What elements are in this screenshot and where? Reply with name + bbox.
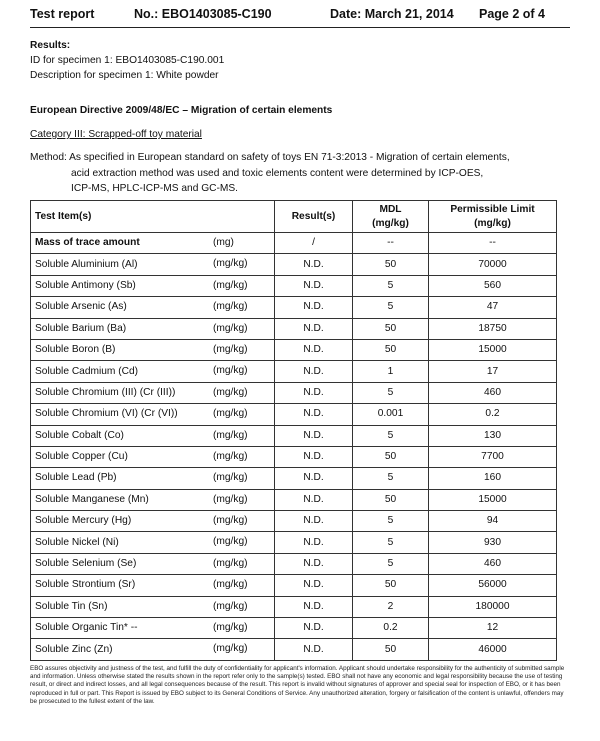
header-test-item: Test Item(s) xyxy=(31,201,275,233)
cell-limit: 46000 xyxy=(429,639,557,660)
header-limit xyxy=(429,201,557,233)
cell-mdl: 50 xyxy=(353,339,429,360)
cell-result: N.D. xyxy=(275,553,353,574)
cell-mdl: 0.2 xyxy=(353,618,429,639)
header-limit-unit: (mg/kg) xyxy=(474,217,511,229)
cell-limit: 47 xyxy=(429,297,557,318)
table-row xyxy=(31,575,557,596)
cell-limit: 17 xyxy=(429,361,557,382)
cell-result: N.D. xyxy=(275,275,353,296)
category-label: Category III: Scrapped-off toy material xyxy=(30,129,202,140)
test-item-name: Soluble Barium (Ba) xyxy=(35,322,127,334)
cell-limit: 12 xyxy=(429,618,557,639)
cell-limit: 70000 xyxy=(429,254,557,275)
test-item-name: Soluble Organic Tin* -- xyxy=(35,622,138,634)
cell-result: N.D. xyxy=(275,339,353,360)
specimen-id: ID for specimen 1: EBO1403085-C190.001 xyxy=(30,55,225,66)
cell-mdl: 50 xyxy=(353,318,429,339)
table-row xyxy=(31,233,557,254)
cell-result: / xyxy=(275,233,353,254)
test-item-name: Soluble Antimony (Sb) xyxy=(35,279,136,291)
cell-test-item xyxy=(31,446,275,467)
table-row xyxy=(31,511,557,532)
test-item-unit: (mg/kg) xyxy=(213,365,248,377)
cell-mdl: 5 xyxy=(353,553,429,574)
cell-limit: 460 xyxy=(429,553,557,574)
test-item-name: Soluble Chromium (VI) (Cr (VI)) xyxy=(35,408,178,420)
method-line-1: Method: As specified in European standard on safety of toys EN 71-3:2013 - Migration of certain elements, xyxy=(30,152,510,163)
test-item-unit: (mg/kg) xyxy=(213,643,248,655)
cell-test-item xyxy=(31,618,275,639)
test-item-name: Soluble Chromium (III) (Cr (III)) xyxy=(35,386,176,398)
cell-mdl: 5 xyxy=(353,511,429,532)
cell-mdl: 5 xyxy=(353,468,429,489)
test-item-name: Soluble Aluminium (Al) xyxy=(35,258,138,270)
test-item-unit: (mg) xyxy=(213,237,234,248)
test-item-unit: (mg/kg) xyxy=(213,343,248,355)
test-item-unit: (mg/kg) xyxy=(213,472,248,484)
test-item-name: Mass of trace amount xyxy=(35,237,140,249)
cell-mdl: 0.001 xyxy=(353,404,429,425)
test-item-unit: (mg/kg) xyxy=(213,579,248,591)
cell-limit: 94 xyxy=(429,511,557,532)
cell-test-item xyxy=(31,639,275,660)
cell-mdl: -- xyxy=(353,233,429,254)
cell-result: N.D. xyxy=(275,596,353,617)
cell-test-item xyxy=(31,382,275,403)
cell-limit: 130 xyxy=(429,425,557,446)
cell-result: N.D. xyxy=(275,639,353,660)
cell-result: N.D. xyxy=(275,254,353,275)
cell-limit: 160 xyxy=(429,468,557,489)
cell-test-item xyxy=(31,233,275,254)
cell-result: N.D. xyxy=(275,446,353,467)
header-mdl xyxy=(353,201,429,233)
header-result: Result(s) xyxy=(275,201,353,233)
table-row xyxy=(31,425,557,446)
cell-test-item xyxy=(31,318,275,339)
table-body xyxy=(31,233,557,661)
cell-limit: 930 xyxy=(429,532,557,553)
table-row xyxy=(31,404,557,425)
table-header-row xyxy=(31,201,557,233)
table-row xyxy=(31,297,557,318)
cell-mdl: 50 xyxy=(353,639,429,660)
cell-test-item xyxy=(31,404,275,425)
cell-result: N.D. xyxy=(275,575,353,596)
cell-mdl: 5 xyxy=(353,382,429,403)
specimen-description: Description for specimen 1: White powder xyxy=(30,70,219,81)
footer-disclaimer: EBO assures objectivity and justness of the test, and fulfill the duty of confidentiality for applicant's information. Applicant should undertake responsibility for the authenticity of submitted sample and information. Unless otherwise stated the results shown in the report refer only to the sample(s) tested. EBO shall not have any economic and legal responsibility because the use of testing result, or direct and indirect losses, and all legal consequences because of the result. This report is invalid without signatures of approver and special seal for inspection of EBO, or it has been reproduced in full or part. This Report is issued by EBO subject to its General Conditions of Service. Any unauthorized alteration, forgery or falsification of the content is unlawful, offenders may be prosecuted to the fullest extent of the law. xyxy=(30,665,565,705)
test-item-unit: (mg/kg) xyxy=(213,429,248,441)
cell-mdl: 50 xyxy=(353,254,429,275)
test-item-unit: (mg/kg) xyxy=(213,600,248,612)
test-item-name: Soluble Zinc (Zn) xyxy=(35,643,113,655)
test-item-unit: (mg/kg) xyxy=(213,622,248,634)
table-row xyxy=(31,489,557,510)
cell-test-item xyxy=(31,297,275,318)
header-mdl-unit: (mg/kg) xyxy=(372,217,409,229)
cell-result: N.D. xyxy=(275,468,353,489)
cell-test-item xyxy=(31,532,275,553)
cell-limit: 56000 xyxy=(429,575,557,596)
cell-mdl: 5 xyxy=(353,425,429,446)
report-number: No.: EBO1403085-C190 xyxy=(134,7,272,21)
cell-result: N.D. xyxy=(275,318,353,339)
cell-test-item xyxy=(31,553,275,574)
cell-result: N.D. xyxy=(275,511,353,532)
cell-limit: 460 xyxy=(429,382,557,403)
test-item-unit: (mg/kg) xyxy=(213,301,248,313)
test-item-name: Soluble Nickel (Ni) xyxy=(35,536,119,548)
cell-test-item xyxy=(31,468,275,489)
report-date: Date: March 21, 2014 xyxy=(330,7,454,21)
cell-test-item xyxy=(31,511,275,532)
test-item-name: Soluble Tin (Sn) xyxy=(35,600,108,612)
cell-limit: 15000 xyxy=(429,339,557,360)
test-item-unit: (mg/kg) xyxy=(213,536,248,548)
cell-result: N.D. xyxy=(275,361,353,382)
header-divider xyxy=(30,27,570,28)
test-item-name: Soluble Cadmium (Cd) xyxy=(35,365,139,377)
cell-result: N.D. xyxy=(275,425,353,446)
cell-test-item xyxy=(31,575,275,596)
test-item-unit: (mg/kg) xyxy=(213,279,248,291)
section-title: European Directive 2009/48/EC – Migration of certain elements xyxy=(30,105,333,116)
cell-test-item xyxy=(31,339,275,360)
cell-limit: 180000 xyxy=(429,596,557,617)
test-item-name: Soluble Strontium (Sr) xyxy=(35,579,136,591)
doc-type: Test report xyxy=(30,7,95,21)
table-row xyxy=(31,553,557,574)
cell-limit: 560 xyxy=(429,275,557,296)
cell-limit: 18750 xyxy=(429,318,557,339)
table-row xyxy=(31,532,557,553)
cell-mdl: 5 xyxy=(353,297,429,318)
test-item-unit: (mg/kg) xyxy=(213,386,248,398)
results-heading: Results: xyxy=(30,40,71,51)
cell-mdl: 50 xyxy=(353,489,429,510)
cell-result: N.D. xyxy=(275,382,353,403)
cell-mdl: 5 xyxy=(353,532,429,553)
cell-test-item xyxy=(31,489,275,510)
cell-mdl: 1 xyxy=(353,361,429,382)
cell-test-item xyxy=(31,596,275,617)
test-item-unit: (mg/kg) xyxy=(213,322,248,334)
table-row xyxy=(31,361,557,382)
test-item-name: Soluble Manganese (Mn) xyxy=(35,493,149,505)
test-item-name: Soluble Lead (Pb) xyxy=(35,472,117,484)
table-row xyxy=(31,639,557,660)
cell-result: N.D. xyxy=(275,489,353,510)
test-item-unit: (mg/kg) xyxy=(213,493,248,505)
cell-mdl: 2 xyxy=(353,596,429,617)
test-item-name: Soluble Selenium (Se) xyxy=(35,558,137,570)
table-row xyxy=(31,339,557,360)
cell-test-item xyxy=(31,425,275,446)
cell-result: N.D. xyxy=(275,618,353,639)
cell-result: N.D. xyxy=(275,404,353,425)
header-limit-label: Permissible Limit xyxy=(450,203,535,215)
test-item-name: Soluble Mercury (Hg) xyxy=(35,515,132,527)
test-item-name: Soluble Arsenic (As) xyxy=(35,301,127,313)
cell-limit: 15000 xyxy=(429,489,557,510)
table-row xyxy=(31,618,557,639)
table-row xyxy=(31,596,557,617)
test-item-name: Soluble Cobalt (Co) xyxy=(35,429,124,441)
cell-result: N.D. xyxy=(275,297,353,318)
table-row xyxy=(31,275,557,296)
cell-mdl: 5 xyxy=(353,275,429,296)
test-item-unit: (mg/kg) xyxy=(213,450,248,462)
cell-test-item xyxy=(31,361,275,382)
cell-limit: -- xyxy=(429,233,557,254)
cell-limit: 7700 xyxy=(429,446,557,467)
cell-limit: 0.2 xyxy=(429,404,557,425)
table-row xyxy=(31,318,557,339)
cell-mdl: 50 xyxy=(353,446,429,467)
table-row xyxy=(31,468,557,489)
results-table xyxy=(30,200,557,661)
cell-result: N.D. xyxy=(275,532,353,553)
method-line-2: acid extraction method was used and toxic elements content were determined by ICP-OES, xyxy=(71,168,484,179)
cell-test-item xyxy=(31,275,275,296)
table-row xyxy=(31,254,557,275)
method-line-3: ICP-MS, HPLC-ICP-MS and GC-MS. xyxy=(71,183,238,194)
test-item-unit: (mg/kg) xyxy=(213,408,248,420)
test-item-name: Soluble Copper (Cu) xyxy=(35,451,128,463)
cell-test-item xyxy=(31,254,275,275)
header-mdl-label: MDL xyxy=(379,203,402,215)
test-item-unit: (mg/kg) xyxy=(213,258,248,270)
test-item-name: Soluble Boron (B) xyxy=(35,344,116,356)
test-item-unit: (mg/kg) xyxy=(213,557,248,569)
table-row xyxy=(31,382,557,403)
table-row xyxy=(31,446,557,467)
page-number: Page 2 of 4 xyxy=(479,7,545,21)
test-item-unit: (mg/kg) xyxy=(213,515,248,527)
cell-mdl: 50 xyxy=(353,575,429,596)
